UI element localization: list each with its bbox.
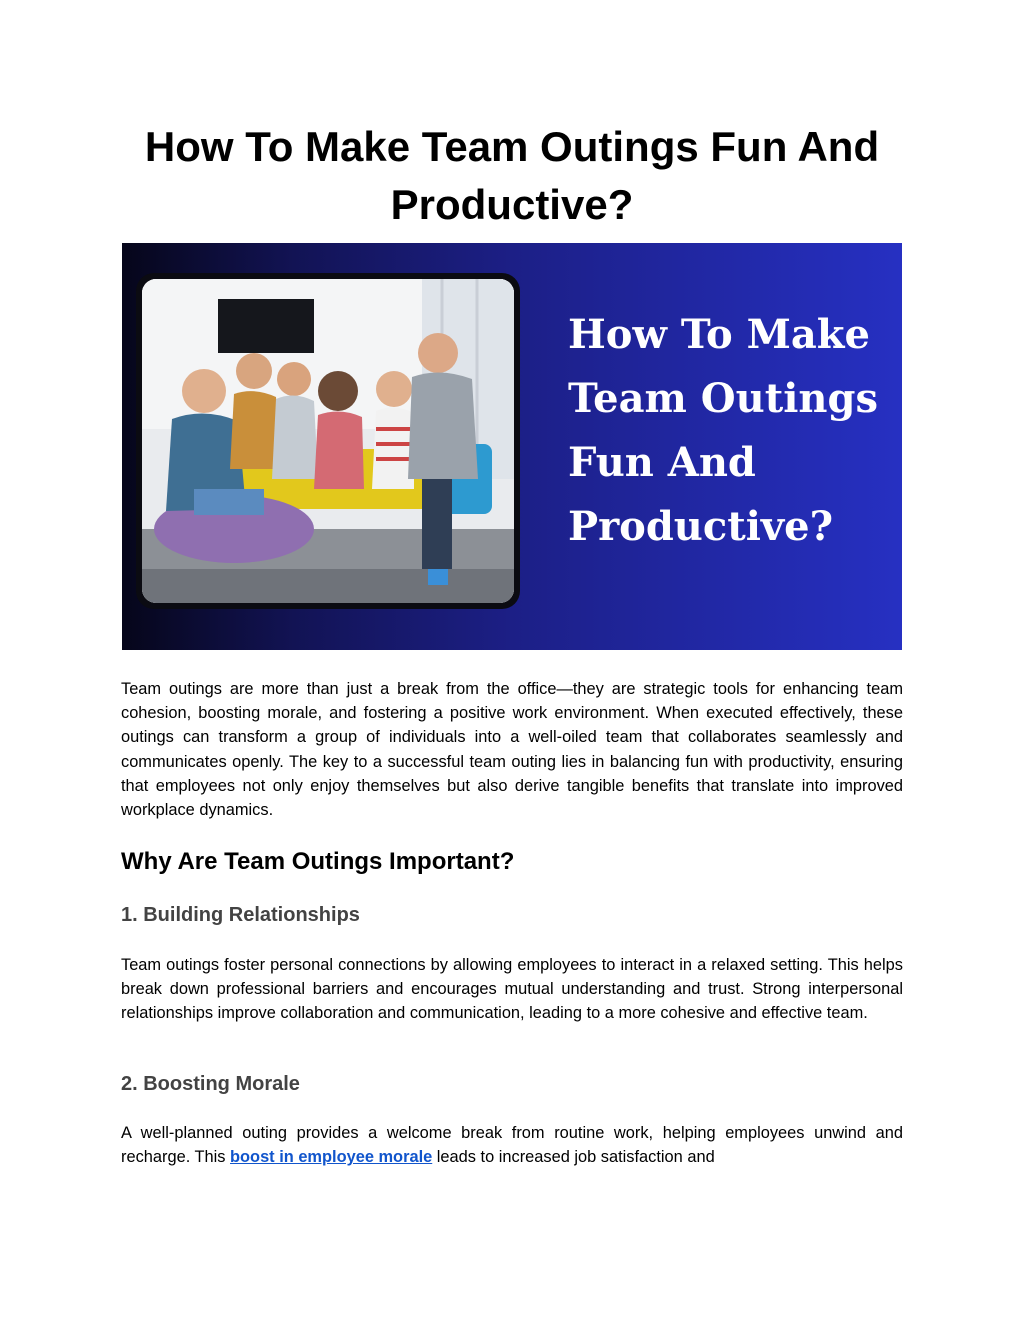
paragraph-boosting-morale — [121, 1121, 903, 1169]
banner-line: Team Outings — [568, 375, 878, 422]
page-title: How To Make Team Outings Fun And Productive? — [144, 123, 880, 228]
paragraph-text: leads to increased job satisfaction and — [432, 1148, 715, 1167]
banner-line: Fun And — [568, 439, 756, 486]
hero-banner — [122, 243, 902, 650]
banner-line: How To Make — [568, 311, 870, 358]
banner-line: Productive? — [568, 503, 834, 550]
team-photo — [142, 279, 514, 603]
employee-morale-link[interactable]: boost in employee morale — [230, 1148, 433, 1167]
section-heading: Why Are Team Outings Important? — [121, 848, 515, 875]
intro-paragraph: Team outings are more than just a break from the office—they are strategic tools for enhancing team cohesion, boosting morale, and fostering a positive work environment. When executed effectively, these outings can transform a group of individuals into a well-oiled team that collaborates seamlessly and communicates openly. The key to a successful team outing lies in balancing fun with productivity, ensuring that employees not only enjoy themselves but also derive tangible benefits that translate into improved workplace dynamics. — [121, 680, 903, 820]
subheading-boosting-morale: 2. Boosting Morale — [121, 1073, 300, 1095]
paragraph-text: A well-planned outing provides a welcome break from routine work, helping employees unwind and recharge. This — [121, 1124, 903, 1167]
paragraph-building-relationships: Team outings foster personal connections by allowing employees to interact in a relaxed setting. This helps break down professional barriers and encourages mutual understanding and trust. Strong interpersonal relationships improve collaboration and communication, leading to a more cohesive and effective team. — [121, 956, 903, 1023]
banner-heading — [568, 303, 888, 559]
subheading-building-relationships: 1. Building Relationships — [121, 904, 360, 926]
photo-frame — [136, 273, 520, 609]
